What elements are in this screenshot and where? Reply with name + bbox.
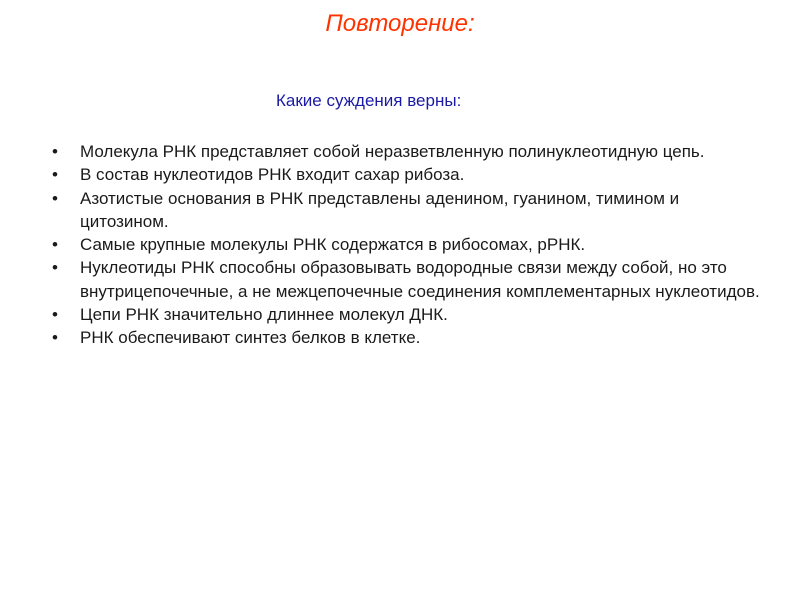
bullet-icon: • xyxy=(52,258,58,278)
bullet-icon: • xyxy=(52,142,58,161)
statement-item xyxy=(50,233,770,256)
bullet-icon: • xyxy=(52,305,58,325)
statements-list xyxy=(50,140,770,350)
statement-item xyxy=(50,326,770,349)
statement-text: Молекула РНК представляет собой неразветвленную полинуклеотидную цепь. xyxy=(80,142,705,161)
bullet-icon: • xyxy=(52,328,58,348)
statement-text: РНК обеспечивают синтез белков в клетке. xyxy=(80,328,421,348)
bullet-icon: • xyxy=(52,188,58,208)
statement-item xyxy=(50,163,770,186)
slide-title: Повторение: xyxy=(325,10,475,37)
statement-text: Нуклеотиды РНК способны образовывать водородные связи между собой, но это внутрицепочечные, а не межцепочечные соединения комплементарных нуклеотидов. xyxy=(80,258,760,301)
statement-text: Самые крупные молекулы РНК содержатся в рибосомах, рРНК. xyxy=(80,235,586,255)
statement-text: Цепи РНК значительно длиннее молекул ДНК. xyxy=(80,305,448,325)
statement-item xyxy=(50,140,770,163)
statement-item xyxy=(50,256,770,303)
bullet-icon: • xyxy=(52,165,58,185)
question-subtitle: Какие суждения верны: xyxy=(276,91,462,110)
bullet-icon: • xyxy=(52,235,58,255)
statement-text: Азотистые основания в РНК представлены аденином, гуанином, тимином и цитозином. xyxy=(80,188,680,231)
statement-item xyxy=(50,303,770,326)
statement-text: В состав нуклеотидов РНК входит сахар рибоза. xyxy=(80,165,465,185)
statement-item xyxy=(50,187,770,234)
